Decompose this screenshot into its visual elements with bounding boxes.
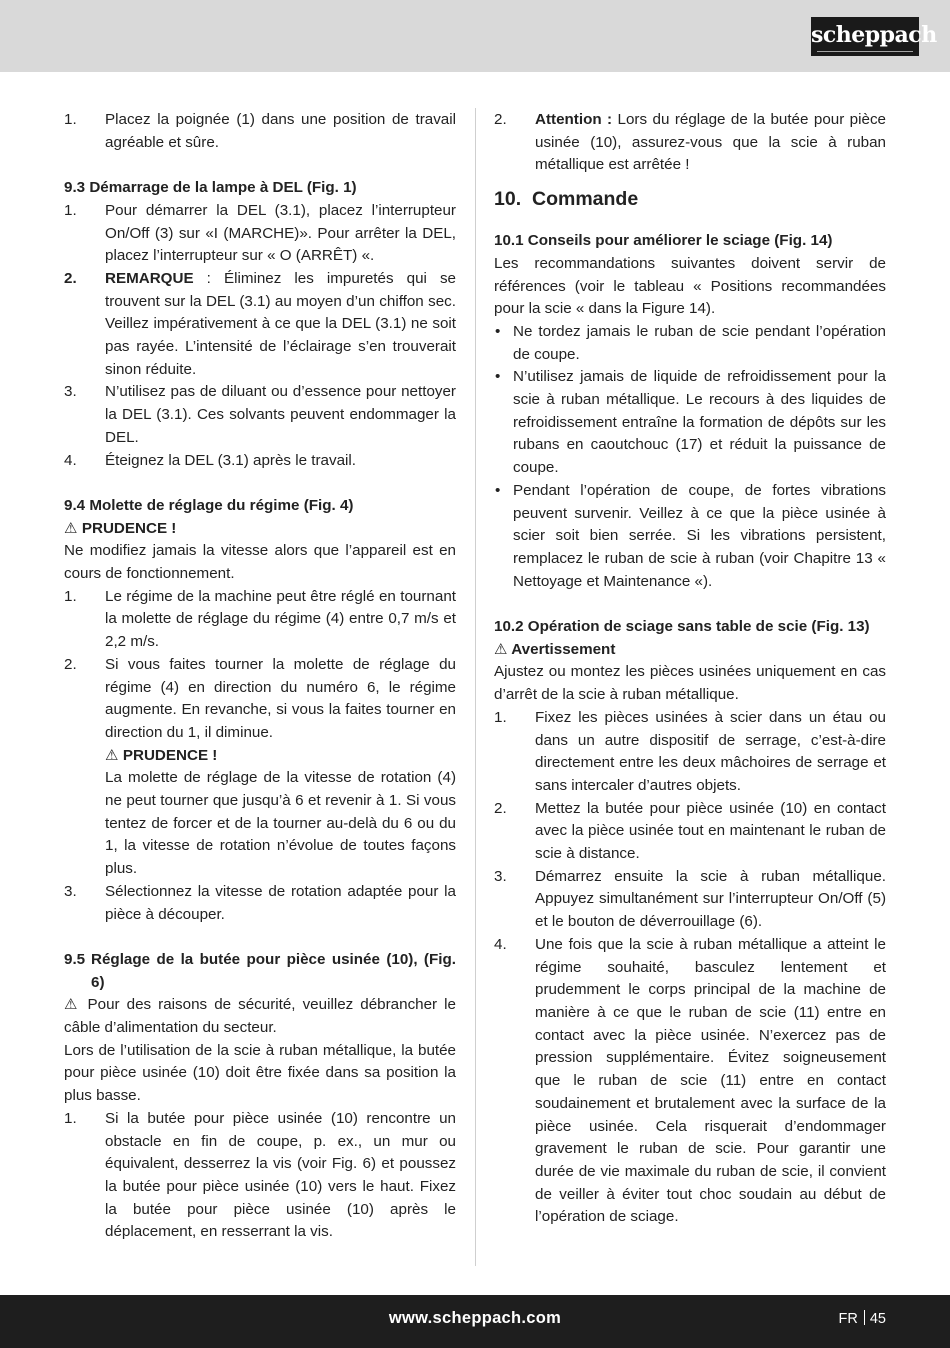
bullet-item: • Pendant l’opération de coupe, de fortes vibrations peuvent survenir. Veillez à ce que la pièce usinée à scier soit bien serrée. Si les vibrations persistent, remplacez le ruban de scie à ruban (voir Chapitre 13 « Nettoyage et Maintenance «). — [494, 480, 886, 594]
bullet-item: • Ne tordez jamais le ruban de scie pendant l’opération de coupe. — [494, 321, 886, 366]
language-code: FR — [838, 1311, 858, 1327]
paragraph: Ne modifiez jamais la vitesse alors que l’appareil est en cours de fonctionnement. — [64, 542, 456, 583]
right-column — [494, 109, 886, 1229]
caution-text: La molette de réglage de la vitesse de rotation (4) ne peut tourner que jusqu’à 6 et revenir à 1. Si vous tentez de forcer et de la tourner au-delà du 6 ou du 1, la vitesse de rotation n’évolue de toutes façons plus. — [105, 769, 456, 878]
list-item: 2. REMARQUE : Éliminez les impuretés qui se trouvent sur la DEL (3.1) au moyen d’un chiffon sec. Veillez impérativement à ce que la DEL (3.1) ne soit pas rayée. L’intensité de l’éclairage s’en trouverait sinon réduite. — [64, 269, 456, 378]
list-item: 1. Placez la poignée (1) dans une position de travail agréable et sûre. — [64, 111, 456, 151]
warning-triangle-icon: ⚠ — [105, 746, 119, 764]
list-item: 4. Une fois que la scie à ruban métallique a atteint le régime souhaité, basculez lentement et prudemment le corps principal de la machine de manière à ce que le ruban de scie (11) entre en contact avec la pièce usinée. N’exercez pas de pression supplémentaire. Évitez soigneusement que le ruban de scie (11) entre en contact soudainement et brutalement avec la surface de la pièce usinée. Cela risquerait d’endommager gravement le ruban de scie. Pour garantir une durée de vie maximale du ruban de scie, il convient de veiller à éviter tout choc soudain au début de l’opération de sciage. — [494, 935, 886, 1226]
scheppach-logo: scheppach — [811, 17, 919, 56]
website-link[interactable]: www.scheppach.com — [388, 1309, 562, 1327]
chapter-heading-10: 10. Commande — [494, 188, 639, 211]
list-item: 1. Le régime de la machine peut être réglé en tournant la molette de réglage du régime (4) entre 0,7 m/s et 2,2 m/s. — [64, 587, 456, 651]
section-heading-9-5: 9.5 Réglage de la butée pour pièce usinée (10), (Fig. 6) — [64, 950, 456, 991]
bullet-icon: • — [495, 322, 501, 340]
list-item: 3. Démarrez ensuite la scie à ruban métallique. Appuyez simultanément sur l’interrupteur On/Off (5) et le bouton de déverrouillage (6). — [494, 867, 886, 931]
list-item: 1. Fixez les pièces usinées à scier dans un étau ou dans un autre dispositif de serrage, c’est-à-dire directement entre les deux mâchoires de serrage et sans intercaler d’autres objets. — [494, 708, 886, 794]
list-item: 4. Éteignez la DEL (3.1) après le travail. — [64, 451, 356, 469]
caution-heading: ⚠ PRUDENCE ! — [64, 519, 177, 537]
paragraph: Ajustez ou montez les pièces usinées uniquement en cas d’arrêt de la scie à ruban métallique. — [494, 663, 886, 704]
footer-bar — [0, 1295, 950, 1348]
list-item: 2. Mettez la butée pour pièce usinée (10) en contact avec la pièce usinée tout en maintenant le ruban de scie à distance. — [494, 799, 886, 863]
section-heading-10-1: 10.1 Conseils pour améliorer le sciage (Fig. 14) — [494, 232, 833, 250]
page-number: 45 — [869, 1311, 886, 1327]
bullet-item: • N’utilisez jamais de liquide de refroidissement pour la scie à ruban métallique. Le recours à des liquides de refroidissement entraîne la formation de dépôts sur les rubans en caoutchouc (17) et réduit la puissance de coupe. — [494, 366, 886, 480]
warning-triangle-icon: ⚠ — [494, 640, 508, 658]
paragraph: Les recommandations suivantes doivent servir de références (voir le tableau « Positions recommandées pour la scie « dans la Figure 14). — [494, 254, 886, 318]
list-item: 1. Pour démarrer la DEL (3.1), placez l’interrupteur On/Off (3) sur «I (MARCHE)». Pour arrêter la DEL, placez l’interrupteur sur « O (ARRÊT) «. — [64, 201, 456, 265]
attention-label: Attention : — [535, 111, 613, 128]
separator — [864, 1310, 865, 1325]
list-item: 3. N’utilisez pas de diluant ou d’essence pour nettoyer la DEL (3.1). Ces solvants peuvent endommager la DEL. — [64, 383, 456, 446]
list-item: 1. Si la butée pour pièce usinée (10) rencontre un obstacle en fin de coupe, p. ex., un mur ou équivalent, desserrez la vis (voir Fig. 6) et poussez la butée pour pièce usinée (10) vers le haut. Fixez la butée pour pièce usinée (10) après le déplacement, en resserrant la vis. — [64, 1109, 456, 1241]
safety-note: ⚠ Pour des raisons de sécurité, veuillez débrancher le câble d’alimentation du secteur. — [64, 996, 456, 1037]
section-heading-9-3: 9.3 Démarrage de la lampe à DEL (Fig. 1) — [64, 179, 357, 197]
list-item: 2. Attention : Lors du réglage de la butée pour pièce usinée (10), assurez-vous que la scie à ruban métallique est arrêtée ! — [494, 111, 886, 174]
header-band — [0, 0, 950, 72]
caution-heading: ⚠ PRUDENCE ! — [105, 746, 218, 764]
remark-label: REMARQUE — [105, 269, 194, 287]
page-indicator — [839, 1310, 886, 1327]
warning-triangle-icon: ⚠ — [64, 996, 81, 1014]
column-divider — [475, 108, 476, 1266]
list-item: 3. Sélectionnez la vitesse de rotation adaptée pour la pièce à découper. — [64, 882, 456, 923]
paragraph: Lors de l’utilisation de la scie à ruban métallique, la butée pour pièce usinée (10) doit être fixée dans sa position la plus basse. — [64, 1041, 456, 1105]
left-column — [64, 109, 456, 1244]
section-heading-10-2: 10.2 Opération de sciage sans table de scie (Fig. 13) — [494, 618, 870, 636]
list-item: 2. Si vous faites tourner la molette de réglage du régime (4) en direction du numéro 6, le régime augmente. En revanche, si vous la faites tourner en direction du 1, il diminue. ⚠ PRUDENCE ! La molette de réglage de la vitesse de rotation (4) ne peut tourner que jusqu’à 6 et revenir à 1. Si vous tentez de forcer et de la tourner au-delà du 6 ou du 1, la vitesse de rotation n’évolue de toutes façons plus. — [64, 654, 456, 881]
warning-heading: ⚠ Avertissement — [494, 640, 616, 658]
warning-triangle-icon: ⚠ — [64, 519, 78, 537]
bullet-icon: • — [495, 368, 501, 386]
section-heading-9-4: 9.4 Molette de réglage du régime (Fig. 4) — [64, 496, 354, 514]
bullet-icon: • — [495, 481, 501, 499]
